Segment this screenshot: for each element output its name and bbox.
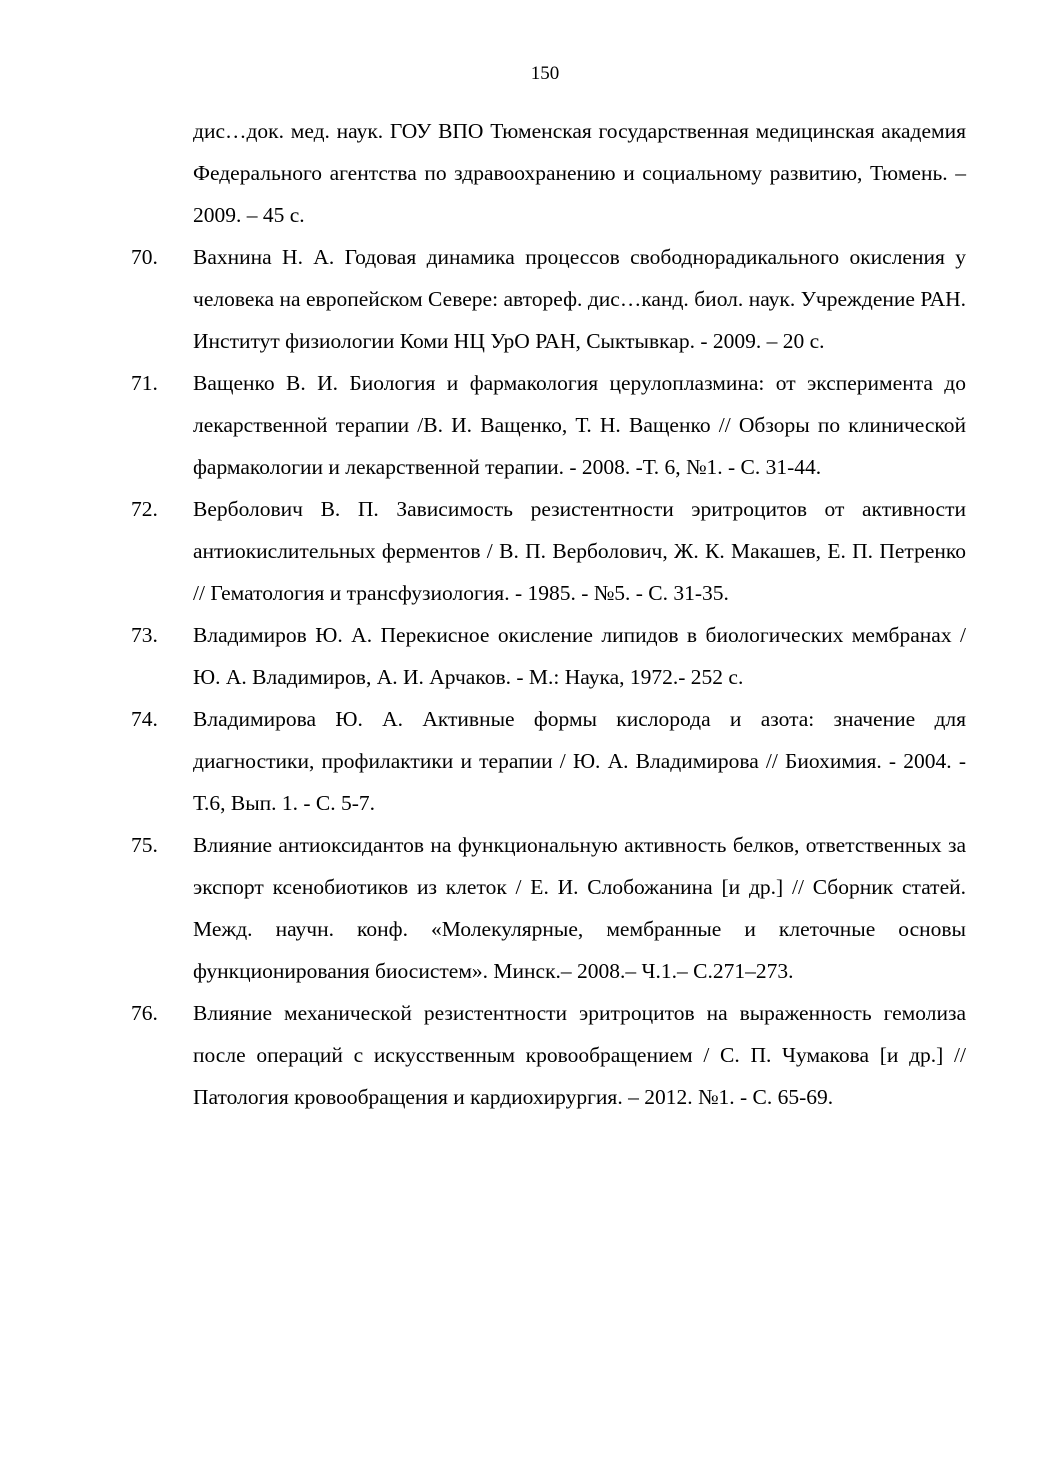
reference-number: 70. [131,245,158,269]
reference-text: Влияние механической резистентности эритроцитов на выраженность гемолиза после операций с искусственным кровообращением / С. П. Чумакова [и др.] // Патология кровообращения и кардиохирургия. – 2012. №1. - С. 65-69. [193,1001,966,1109]
reference-number: 76. [131,1001,158,1025]
reference-text: дис…док. мед. наук. ГОУ ВПО Тюменская государственная медицинская академия Федерального агентства по здравоохранению и социальному развитию, Тюмень. – 2009. – 45 с. [193,119,966,227]
reference-text: Владимирова Ю. А. Активные формы кислорода и азота: значение для диагностики, профилактики и терапии / Ю. А. Владимирова // Биохимия. - 2004. - Т.6, Вып. 1. - С. 5-7. [193,707,966,815]
reference-text: Ващенко В. И. Биология и фармакология церулоплазмина: от эксперимента до лекарственной терапии /В. И. Ващенко, Т. Н. Ващенко // Обзоры по клинической фармакологии и лекарственной терапии. - 2008. -Т. 6, №1. - С. 31-44. [193,371,966,479]
page-number: 150 [530,63,560,84]
reference-text: Владимиров Ю. А. Перекисное окисление липидов в биологических мембранах / Ю. А. Владимиров, А. И. Арчаков. - М.: Наука, 1972.- 252 с. [193,623,966,689]
reference-text: Верболович В. П. Зависимость резистентности эритроцитов от активности антиокислительных ферментов / В. П. Верболович, Ж. К. Макашев, Е. П. Петренко // Гематология и трансфузиология. - 1985. - №5. - С. 31-35. [193,497,966,605]
reference-number: 72. [131,497,158,521]
reference-number: 75. [131,833,158,857]
reference-number: 74. [131,707,158,731]
reference-item [0,698,966,824]
reference-continuation [0,110,966,236]
reference-list [0,110,1040,1118]
reference-item [0,614,966,698]
reference-text: Влияние антиоксидантов на функциональную активность белков, ответственных за экспорт ксенобиотиков из клеток / Е. И. Слобожанина [и др.] // Сборник статей. Межд. научн. конф. «Молекулярные, мембранные и клеточные основы функционирования биосистем». Минск.– 2008.– Ч.1.– С.271–273. [193,833,966,983]
reference-item [0,236,966,362]
reference-item [0,992,966,1118]
reference-item [0,824,966,992]
reference-item [0,488,966,614]
reference-text: Вахнина Н. А. Годовая динамика процессов свободнорадикального окисления у человека на европейском Севере: автореф. дис…канд. биол. наук. Учреждение РАН. Институт физиологии Коми НЦ УрО РАН, Сыктывкар. - 2009. – 20 с. [193,245,966,353]
reference-number: 73. [131,623,158,647]
reference-number: 71. [131,371,158,395]
reference-item [0,362,966,488]
